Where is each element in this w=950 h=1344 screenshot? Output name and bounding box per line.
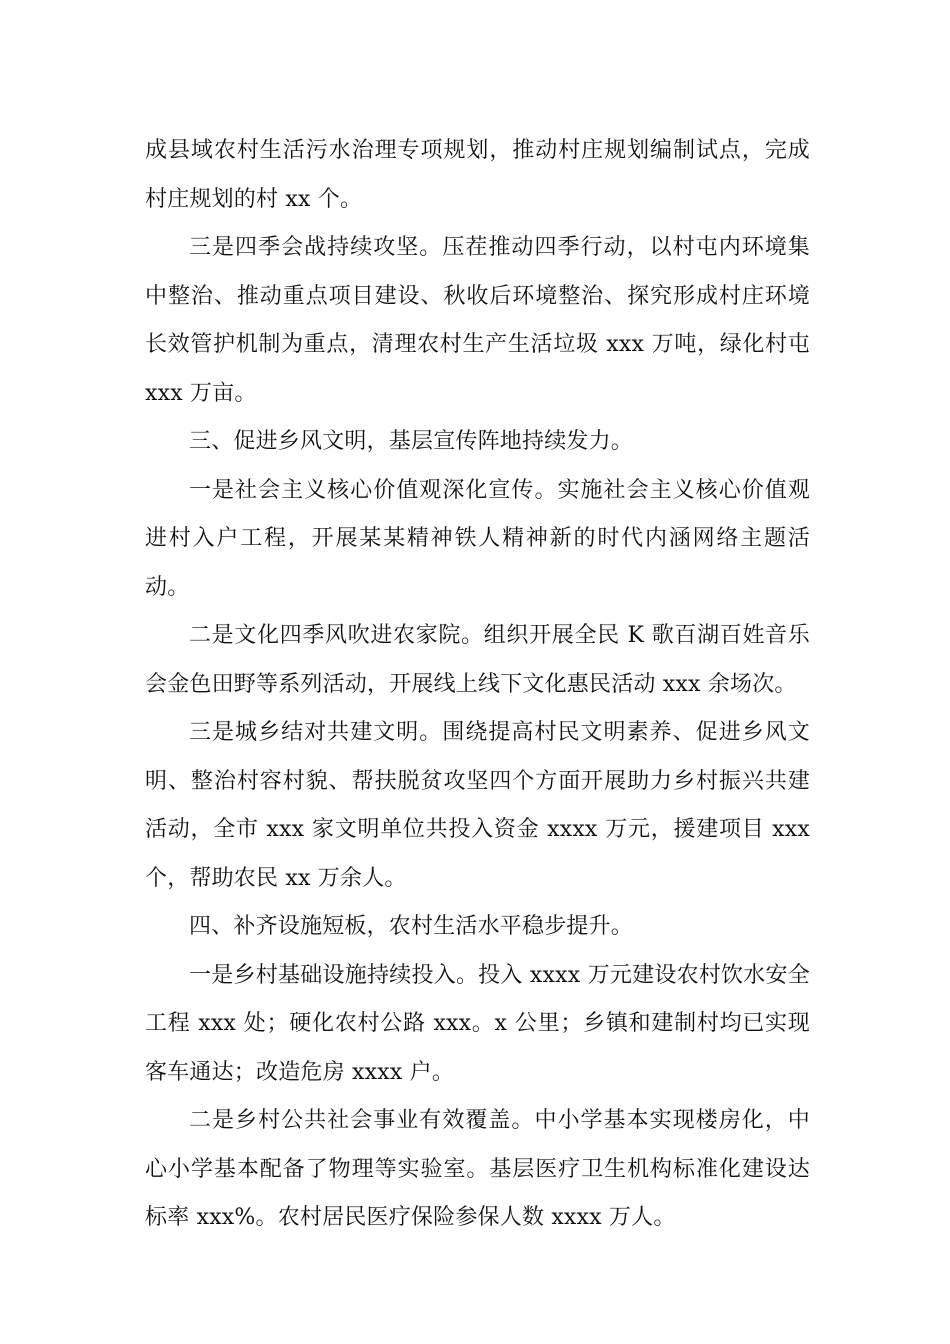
section-heading-3: 三、促进乡风文明，基层宣传阵地持续发力。	[189, 429, 634, 454]
document-body	[145, 127, 810, 1243]
paragraph-9: 二是乡村公共社会事业有效覆盖。中小学基本实现楼房化，中心小学基本配备了物理等实验室。基层医疗卫生机构标准化建设达标率 xxx%。农村居民医疗保险参保人数 xxxx 万人。	[145, 1108, 810, 1230]
paragraph-1: 成县域农村生活污水治理专项规划，推动村庄规划编制试点，完成村庄规划的村 xx 个。	[145, 138, 810, 212]
paragraph-8: 一是乡村基础设施持续投入。投入 xxxx 万元建设农村饮水安全工程 xxx 处；硬化农村公路 xxx。x 公里；乡镇和建制村均已实现客车通达；改造危房 xxxx 户。	[145, 962, 810, 1085]
paragraph-5: 二是文化四季风吹进农家院。组织开展全民 K 歌百湖百姓音乐会金色田野等系列活动，开展线上线下文化惠民活动 xxx 余场次。	[145, 623, 810, 697]
paragraph-2: 三是四季会战持续攻坚。压茬推动四季行动，以村屯内环境集中整治、推动重点项目建设、秋收后环境整治、探究形成村庄环境长效管护机制为重点，清理农村生产生活垃圾 xxx 万吨，绿化村屯 xxx 万亩。	[145, 235, 810, 406]
paragraph-4: 一是社会主义核心价值观深化宣传。实施社会主义核心价值观进村入户工程，开展某某精神铁人精神新的时代内涵网络主题活动。	[145, 477, 810, 600]
section-heading-4: 四、补齐设施短板，农村生活水平稳步提升。	[189, 914, 634, 939]
paragraph-6: 三是城乡结对共建文明。围绕提高村民文明素养、促进乡风文明、整治村容村貌、帮扶脱贫攻坚四个方面开展助力乡村振兴共建活动，全市 xxx 家文明单位共投入资金 xxxx 万元，援建项目 xxx 个，帮助农民 xx 万余人。	[145, 720, 810, 891]
